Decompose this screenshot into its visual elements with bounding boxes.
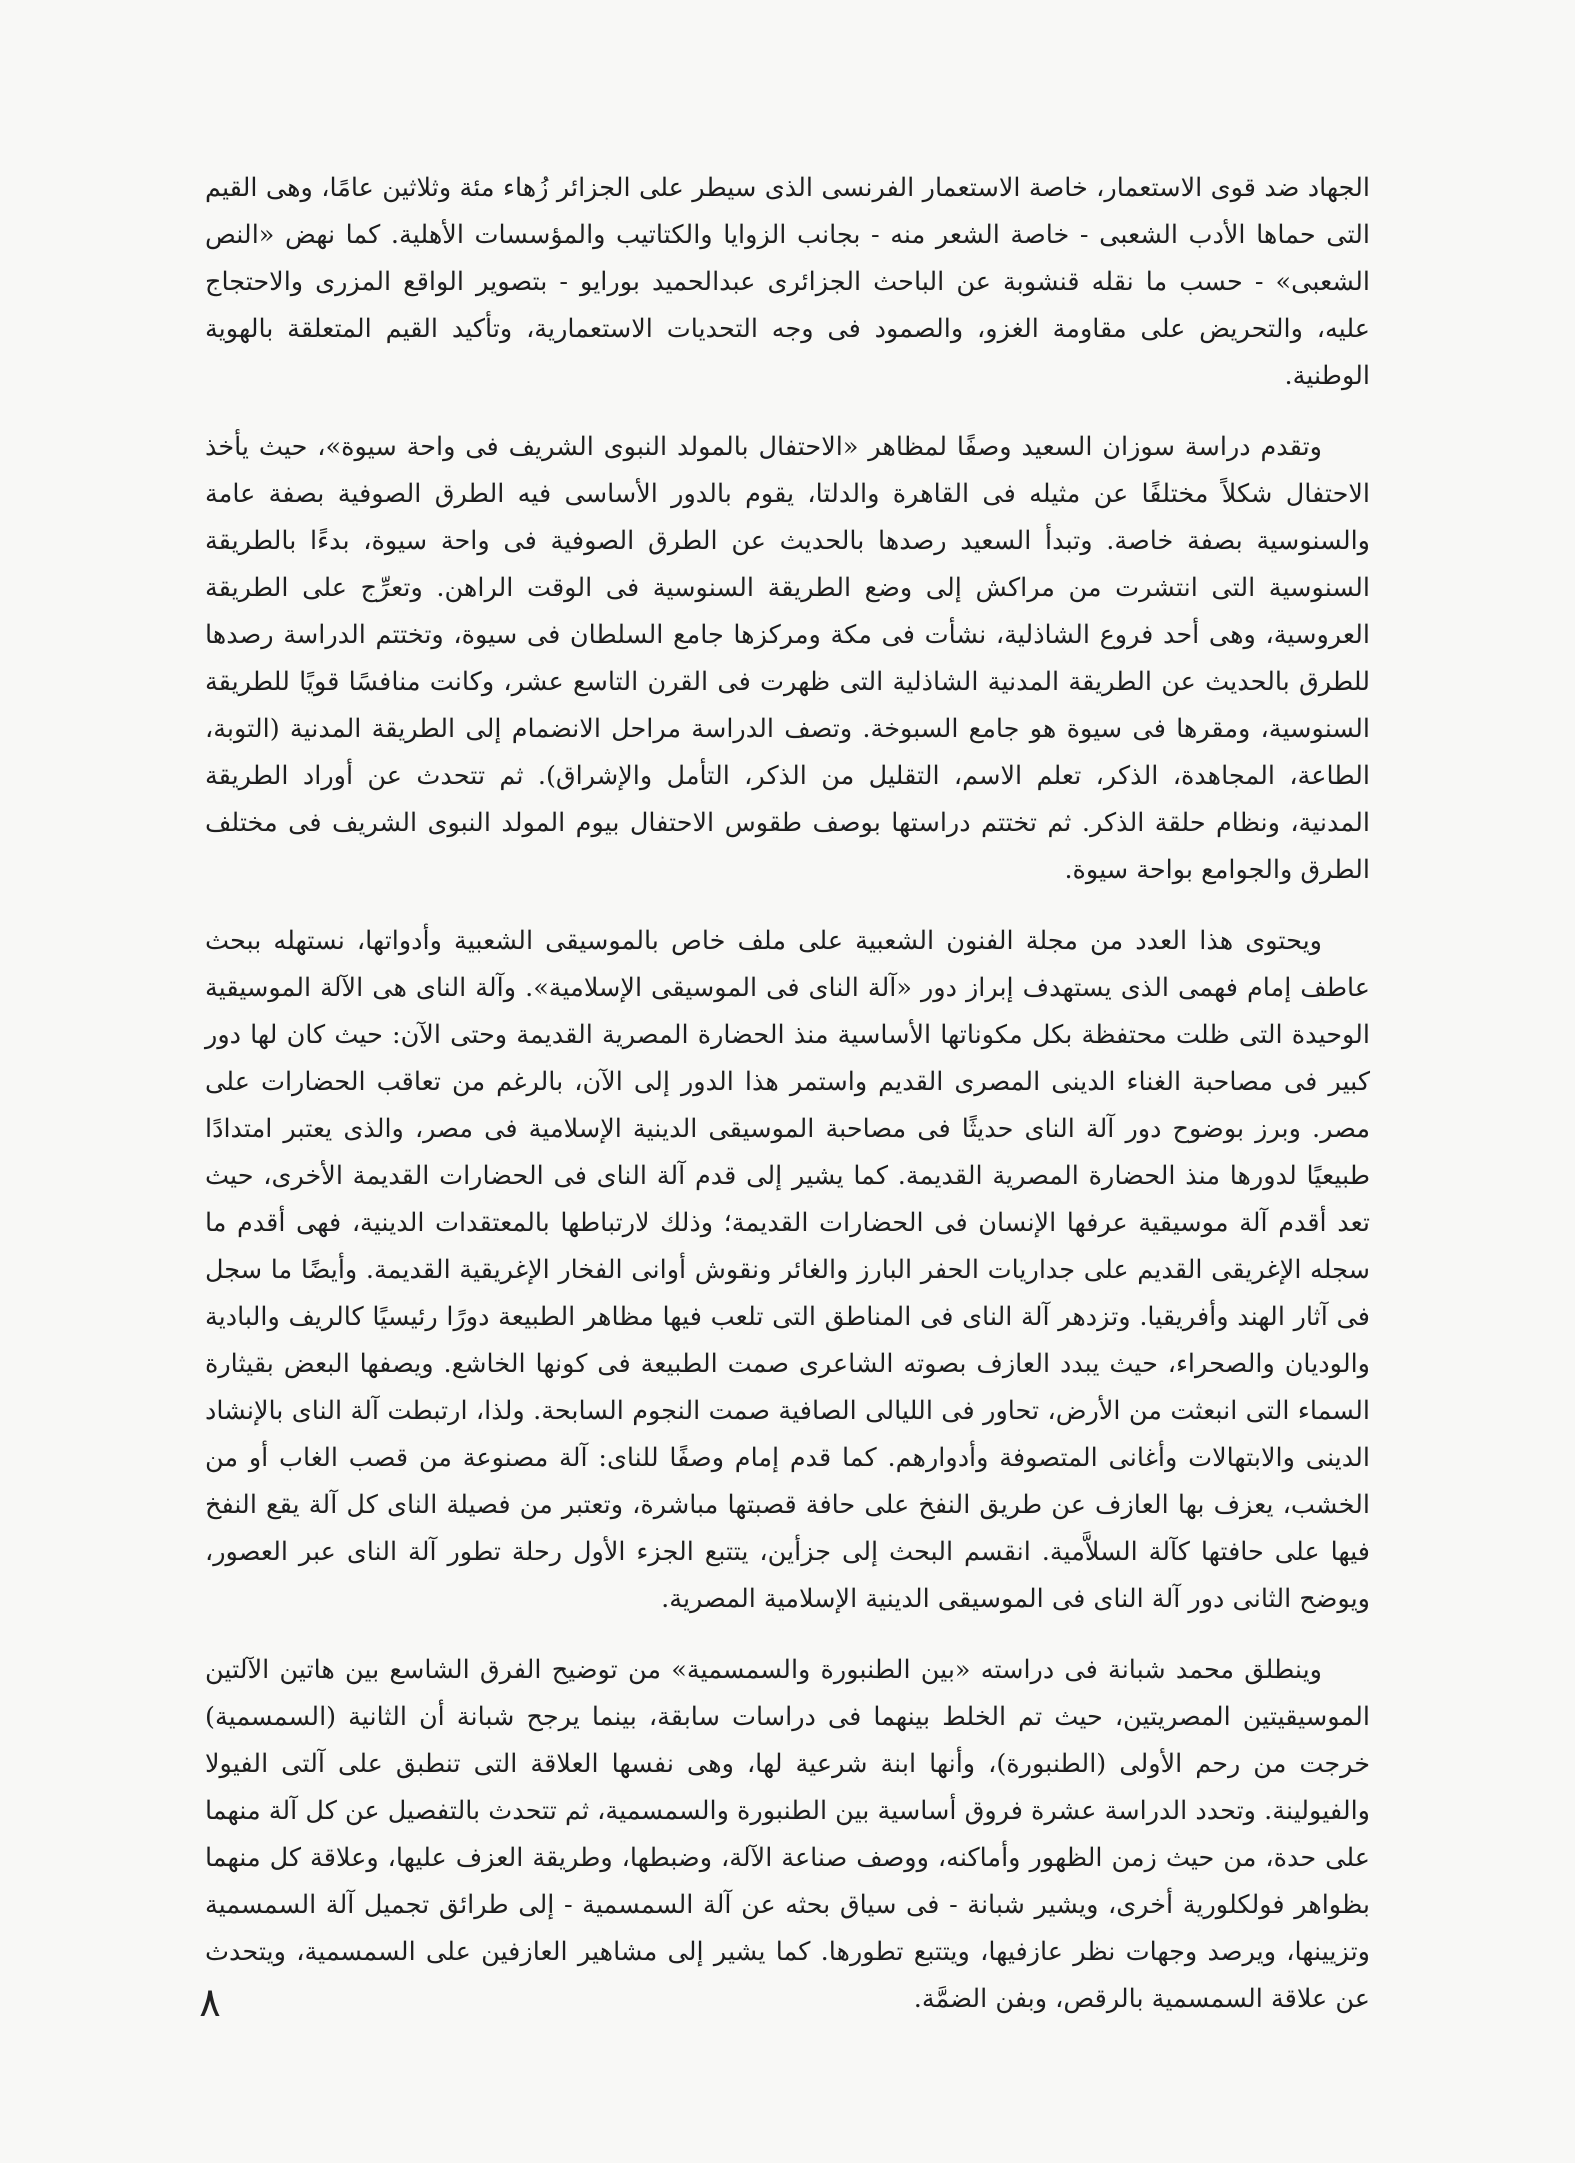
page-number: ٨ bbox=[199, 1980, 221, 2026]
paragraph-3: ويحتوى هذا العدد من مجلة الفنون الشعبية على ملف خاص بالموسيقى الشعبية وأدواتها، نستهله ببحث عاطف إمام فهمى الذى يستهدف إبراز دور «آلة الناى فى الموسيقى الإسلامية». وآلة الناى هى الآلة الموسيقية الوحيدة التى ظلت محتفظة بكل مكوناتها الأساسية منذ الحضارة المصرية القديمة وحتى الآن: حيث كان لها دور كبير فى مصاحبة الغناء الدينى المصرى القديم واستمر هذا الدور إلى الآن، بالرغم من تعاقب الحضارات على مصر. وبرز بوضوح دور آلة الناى حديثًا فى مصاحبة الموسيقى الدينية الإسلامية فى مصر، والذى يعتبر امتدادًا طبيعيًا لدورها منذ الحضارة المصرية القديمة. كما يشير إلى قدم آلة الناى فى الحضارات القديمة الأخرى، حيث تعد أقدم آلة موسيقية عرفها الإنسان فى الحضارات القديمة؛ وذلك لارتباطها بالمعتقدات الدينية، فهى أقدم ما سجله الإغريقى القديم على جداريات الحفر البارز والغائر ونقوش أوانى الفخار الإغريقية القديمة. وأيضًا ما سجل فى آثار الهند وأفريقيا. وتزدهر آلة الناى فى المناطق التى تلعب فيها مظاهر الطبيعة دورًا رئيسيًا كالريف والبادية والوديان والصحراء، حيث يبدد العازف بصوته الشاعرى صمت الطبيعة فى كونها الخاشع. ويصفها البعض بقيثارة السماء التى انبعثت من الأرض، تحاور فى الليالى الصافية صمت النجوم السابحة. ولذا، ارتبطت آلة الناى بالإنشاد الدينى والابتهالات وأغانى المتصوفة وأدوارهم. كما قدم إمام وصفًا للناى: آلة مصنوعة من قصب الغاب أو من الخشب، يعزف بها العازف عن طريق النفخ على حافة قصبتها مباشرة، وتعتبر من فصيلة الناى كل آلة يقع النفخ فيها على حافتها كآلة السلاَّمية. انقسم البحث إلى جزأين، يتتبع الجزء الأول رحلة تطور آلة الناى عبر العصور، ويوضح الثانى دور آلة الناى فى الموسيقى الدينية الإسلامية المصرية. bbox=[205, 926, 1370, 1614]
paragraph-4: وينطلق محمد شبانة فى دراسته «بين الطنبورة والسمسمية» من توضيح الفرق الشاسع بين هاتين الآلتين الموسيقيتين المصريتين، حيث تم الخلط بينهما فى دراسات سابقة، بينما يرجح شبانة أن الثانية (السمسمية) خرجت من رحم الأولى (الطنبورة)، وأنها ابنة شرعية لها، وهى نفسها العلاقة التى تنطبق على آلتى الفيولا والفيولينة. وتحدد الدراسة عشرة فروق أساسية بين الطنبورة والسمسمية، ثم تتحدث بالتفصيل عن كل آلة منهما على حدة، من حيث زمن الظهور وأماكنه، ووصف صناعة الآلة، وضبطها، وطريقة العزف عليها، وعلاقة كل منهما بظواهر فولكلورية أخرى، ويشير شبانة - فى سياق بحثه عن آلة السمسمية - إلى طرائق تجميل آلة السمسمية وتزيينها، ويرصد وجهات نظر عازفيها، ويتتبع تطورها. كما يشير إلى مشاهير العازفين على السمسمية، ويتحدث عن علاقة السمسمية بالرقص، وبفن الضمَّة. bbox=[205, 1655, 1370, 2014]
body-text bbox=[205, 165, 1370, 2047]
paragraph-1: الجهاد ضد قوى الاستعمار، خاصة الاستعمار الفرنسى الذى سيطر على الجزائر زُهاء مئة وثلاثين عامًا، وهى القيم التى حماها الأدب الشعبى - خاصة الشعر منه - بجانب الزوايا والكتاتيب والمؤسسات الأهلية. كما نهض «النص الشعبى» - حسب ما نقله قنشوبة عن الباحث الجزائرى عبدالحميد بورايو - بتصوير الواقع المزرى والاحتجاج عليه، والتحريض على مقاومة الغزو، والصمود فى وجه التحديات الاستعمارية، وتأكيد القيم المتعلقة بالهوية الوطنية. bbox=[205, 173, 1370, 391]
paragraph-2: وتقدم دراسة سوزان السعيد وصفًا لمظاهر «الاحتفال بالمولد النبوى الشريف فى واحة سيوة»، حيث يأخذ الاحتفال شكلاً مختلفًا عن مثيله فى القاهرة والدلتا، يقوم بالدور الأساسى فيه الطرق الصوفية بصفة عامة والسنوسية بصفة خاصة. وتبدأ السعيد رصدها بالحديث عن الطرق الصوفية فى واحة سيوة، بدءًا بالطريقة السنوسية التى انتشرت من مراكش إلى وضع الطريقة السنوسية فى الوقت الراهن. وتعرِّج على الطريقة العروسية، وهى أحد فروع الشاذلية، نشأت فى مكة ومركزها جامع السلطان فى سيوة، وتختتم الدراسة رصدها للطرق بالحديث عن الطريقة المدنية الشاذلية التى ظهرت فى القرن التاسع عشر، وكانت منافسًا قويًا للطريقة السنوسية، ومقرها فى سيوة هو جامع السبوخة. وتصف الدراسة مراحل الانضمام إلى الطريقة المدنية (التوبة، الطاعة، المجاهدة، الذكر، تعلم الاسم، التقليل من الذكر، التأمل والإشراق). ثم تتحدث عن أوراد الطريقة المدنية، ونظام حلقة الذكر. ثم تختتم دراستها بوصف طقوس الاحتفال بيوم المولد النبوى الشريف فى مختلف الطرق والجوامع بواحة سيوة. bbox=[205, 432, 1370, 885]
